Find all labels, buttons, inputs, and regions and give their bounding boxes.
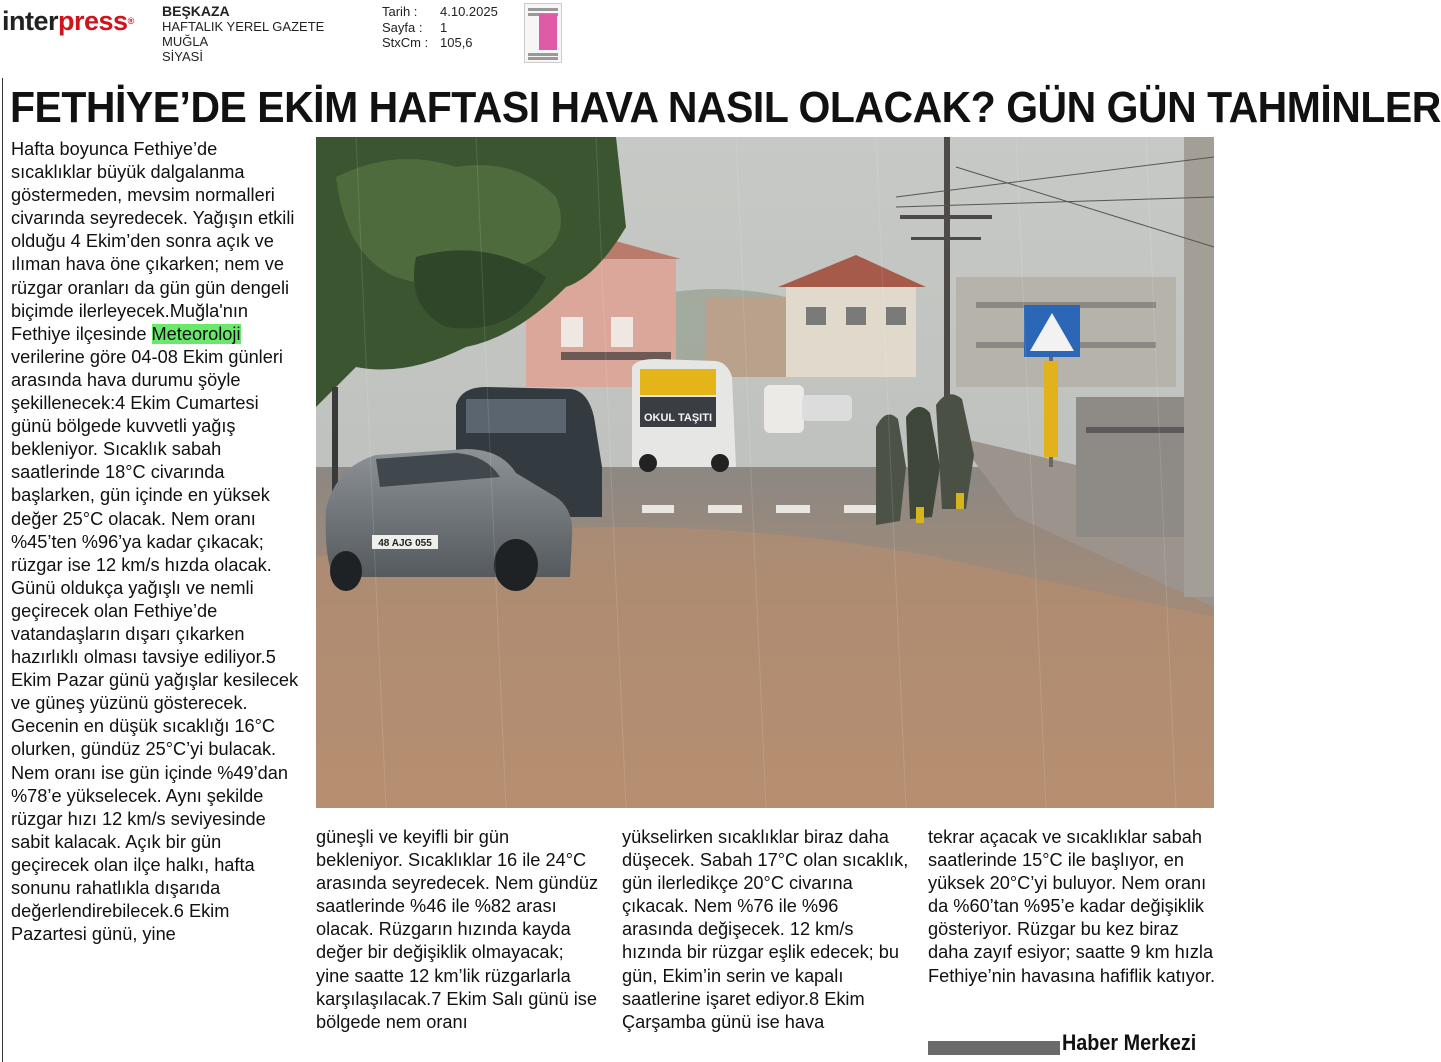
detail-row-date	[382, 4, 498, 20]
article-column-3	[622, 826, 912, 1034]
detail-row-page	[382, 20, 498, 36]
page-thumbnail[interactable]	[524, 3, 562, 63]
car-plate-text: 48 AJG 055	[378, 538, 432, 549]
article-column-2	[316, 826, 601, 1034]
clipping-details	[382, 4, 498, 51]
logo-accent: press	[58, 6, 128, 36]
publication-section: SİYASİ	[162, 49, 203, 64]
publication-city: MUĞLA	[162, 34, 209, 49]
column-1-text-a: Hafta boyunca Fethiye’de sıcaklıklar büyük dalgalanma göstermeden, mevsim normalleri civarında seyredecek. Yağışın etkili olduğu 4 Ekim’den sonra açık ve ılıman hava öne çıkarken; nem ve rüzgar oranları da gün gün dengeli biçimde ilerleyecek.Muğla'nın Fethiye ilçesinde	[11, 139, 295, 344]
logo-registered-mark: ®	[127, 16, 134, 26]
detail-key: StxCm :	[382, 35, 429, 50]
article-photo	[316, 137, 1214, 808]
column-1-text-b: verilerine göre 04-08 Ekim günleri arasında hava durumu şöyle şekillenecek:4 Ekim Cumartesi günü bölgede kuvvetli yağış bekleniyor. Sıcaklık sabah saatlerinde 18°C civarında başlarken, gün içinde en yüksek değer 25°C olacak. Nem oranı %45’ten %96’ya kadar çıkacak; rüzgar ise 12 km/s hızda olacak. Günü oldukça yağışlı ve nemli geçirecek olan Fethiye’de vatandaşların dışarı çıkarken hazırlıklı olması tavsiye ediliyor.5 Ekim Pazar günü yağışlar kesilecek ve güneş yüzünü gösterecek. Gecenin en düşük sıcaklığı 16°C olurken, gündüz 25°C’yi bulacak. Nem oranı ise gün içinde %49’dan %78’e yükselecek. Aynı şekilde rüzgar hızı 12 km/s seviyesinde sabit kalacak. Açık bir gün geçirecek olan ilçe halkı, hafta sonunu rahatlıkla dışarıda değerlendirebilecek.6 Ekim Pazartesi günü, yine	[11, 346, 299, 945]
publication-name: BEŞKAZA	[162, 3, 230, 19]
logo-main: inter	[2, 6, 59, 36]
article-column-1	[11, 138, 303, 946]
article-column-4	[928, 826, 1218, 988]
publication-info	[162, 4, 324, 64]
detail-value: 1	[440, 19, 448, 35]
column-2-text: güneşli ve keyifli bir gün bekleniyor. Sıcaklıklar 16 ile 24°C arasında seyredecek. Nem gündüz saatlerinde %46 ile %82 arası olacak. Rüzgarın hızında kayda değer bir değişiklik olmayacak; yine saatte 12 km’lik rüzgarlarla karşılaşılacak.7 Ekim Salı günü ise bölgede nem oranı	[316, 827, 599, 1032]
column-4-text: tekrar açacak ve sıcaklıklar sabah saatlerinde 15°C ile başlıyor, en yüksek 20°C’yi buluyor. Nem oranı da %60’tan %95’e kadar değişiklik gösteriyor. Rüzgar bu kez biraz daha zayıf esiyor; saatte 9 km hızla Fethiye’nin havasına hafiflik katıyor.	[928, 827, 1216, 986]
left-rule-divider	[2, 78, 3, 1062]
interpress-logo	[2, 6, 134, 36]
publication-type: HAFTALIK YEREL GAZETE	[162, 19, 325, 34]
highlighted-term: Meteoroloji	[151, 323, 241, 344]
detail-row-stxcm	[382, 35, 498, 51]
detail-value: 4.10.2025	[440, 4, 498, 19]
article-byline: Haber Merkezi	[1062, 1030, 1197, 1055]
column-1-text	[11, 138, 303, 946]
bus-sign-text: OKUL TAŞITI	[643, 412, 713, 424]
detail-value: 105,6	[440, 35, 473, 50]
byline-bar	[928, 1041, 1060, 1055]
detail-key: Sayfa :	[382, 19, 423, 35]
column-3-text: yükselirken sıcaklıklar biraz daha düşecek. Sabah 17°C olan sıcaklık, gün ilerledikçe 20°C civarına çıkacak. Nem %76 ile %96 arasında değişecek. 12 km/s hızında bir rüzgar eşlik edecek; bu gün, Ekim’in serin ve kapalı saatlerine işaret ediyor.8 Ekim Çarşamba günü ise hava	[622, 827, 909, 1032]
article-headline: FETHİYE’DE EKİM HAFTASI HAVA NASIL OLACAK? GÜN GÜN TAHMİNLER	[10, 83, 1441, 132]
detail-key: Tarih :	[382, 4, 418, 19]
